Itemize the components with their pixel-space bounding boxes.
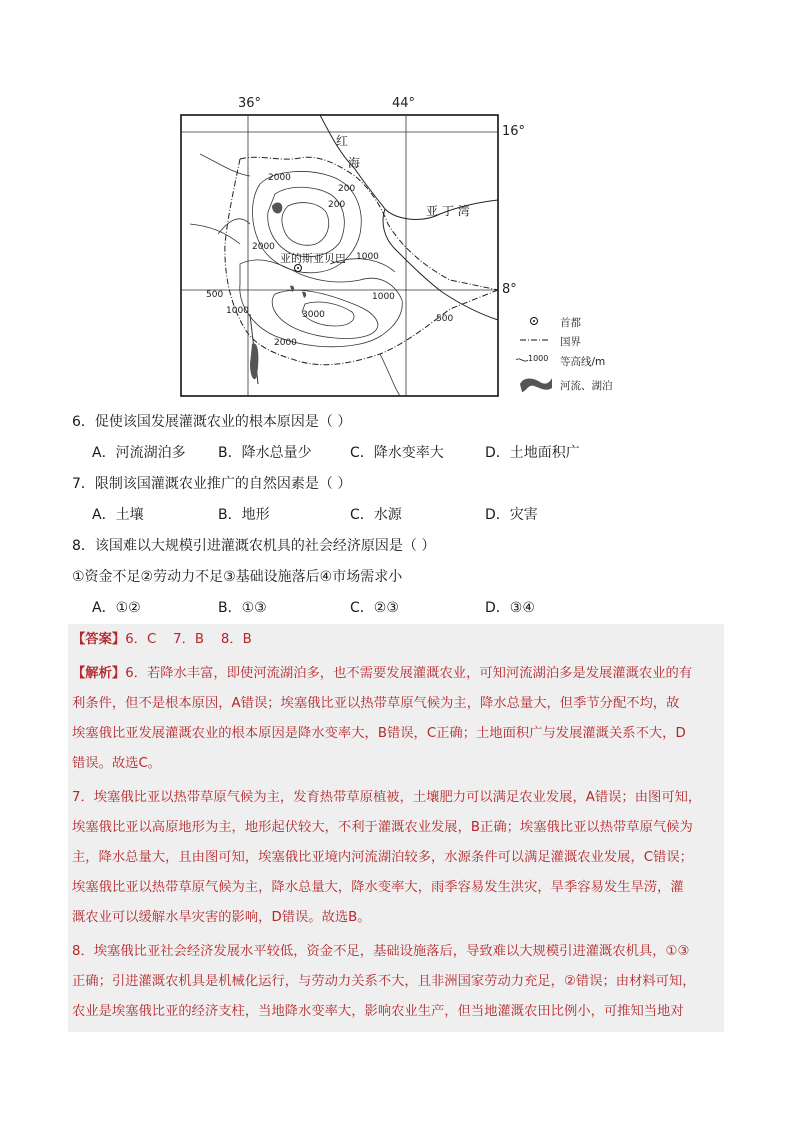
- contour-label: 1000: [226, 306, 249, 316]
- analysis-line: 错误。故选C。: [72, 756, 162, 771]
- map-figure: [170, 92, 630, 402]
- latitude-label-16: 16°: [502, 124, 526, 139]
- longitude-label-44: 44°: [392, 96, 416, 111]
- capital-label: 亚的斯亚贝巴: [280, 252, 346, 265]
- analysis-line: 埃塞俄比亚以高原地形为主，地形起伏较大，不利于灌溉农业发展，B正确；埃塞俄比亚以热带草原气候为: [72, 820, 693, 835]
- analysis-line: 埃塞俄比亚发展灌溉农业的根本原因是降水变率大，B错误，C正确；土地面积广与发展灌溉关系不大，D: [72, 726, 686, 741]
- contour-label: 2000: [274, 338, 297, 348]
- analysis-line: 农业是埃塞俄比亚的经济支柱，当地降水变率大，影响农业生产，但当地灌溉农田比例小，可推知当地对: [72, 1004, 684, 1019]
- contour-label: 1000: [372, 292, 395, 302]
- analysis-line: 主，降水总量大，且由图可知，埃塞俄比亚境内河流湖泊较多，水源条件可以满足灌溉农业发展，C错误；: [72, 850, 693, 865]
- option-c: C．降水变率大: [350, 445, 444, 461]
- answer-line: [72, 630, 724, 650]
- analysis-line: 溉农业可以缓解水旱灾害的影响，D错误。故选B。: [72, 910, 371, 925]
- option-a: A．河流湖泊多: [92, 445, 186, 461]
- legend-capital-label: 首都: [560, 317, 581, 329]
- analysis-line: 7．埃塞俄比亚以热带草原气候为主，发育热带草原植被，土壤肥力可以满足农业发展，A错误；由图可知，: [72, 790, 702, 805]
- analysis-line: 正确；引进灌溉农机具是机械化运行，与劳动力关系不大，且非洲国家劳动力充足，②错误；由材料可知，: [72, 974, 696, 989]
- legend-river-lake-label: 河流、湖泊: [560, 380, 613, 392]
- red-sea-label-1: 红: [336, 134, 349, 148]
- option-b: B．①③: [218, 600, 267, 616]
- option-a: A．①②: [92, 600, 141, 616]
- answer-text: 6．C 7．B 8．B: [125, 632, 252, 647]
- analysis-line: 8．埃塞俄比亚社会经济发展水平较低，资金不足，基础设施落后，导致难以大规模引进灌溉农机具，①③: [72, 944, 690, 959]
- option-d: D．灾害: [485, 507, 538, 523]
- question-statements: ①资金不足②劳动力不足③基础设施落后④市场需求小: [72, 569, 403, 585]
- option-d: D．③④: [485, 600, 535, 616]
- option-b: B．地形: [218, 507, 270, 523]
- legend-contour-label: 等高线/m: [560, 356, 606, 368]
- analysis-line: [72, 664, 724, 684]
- capital-symbol-icon: [531, 318, 538, 325]
- gulf-of-aden-label: 亚 丁 湾: [426, 204, 470, 218]
- question-stem: 6．促使该国发展灌溉农业的根本原因是（ ）: [72, 414, 352, 430]
- option-a: A．土壤: [92, 507, 144, 523]
- contour-label: 1000: [356, 252, 379, 262]
- analysis-label: 【解析】: [72, 666, 126, 681]
- analysis-line: 利条件，但不是根本原因，A错误；埃塞俄比亚以热带草原气候为主，降水总量大，但季节分配不均，故: [72, 696, 680, 711]
- contour-label: 3000: [302, 310, 325, 320]
- question-stem: 8．该国难以大规模引进灌溉农机具的社会经济原因是（ ）: [72, 538, 436, 554]
- contour-label: 500: [436, 314, 454, 324]
- analysis-text: 6．若降水丰富，即使河流湖泊多，也不需要发展灌溉农业，可知河流湖泊多是发展灌溉农业的有: [125, 666, 693, 681]
- longitude-label-36: 36°: [238, 96, 262, 111]
- contour-label: 2000: [252, 242, 275, 252]
- analysis-line: 埃塞俄比亚以热带草原气候为主，降水总量大，降水变率大，雨季容易发生洪灾，旱季容易发生旱涝，灌: [72, 880, 684, 895]
- question-stem: 7．限制该国灌溉农业推广的自然因素是（ ）: [72, 476, 352, 492]
- contour-label: 200: [328, 200, 346, 210]
- answer-label: 【答案】: [72, 632, 126, 647]
- contour-label: 500: [206, 290, 224, 300]
- option-d: D．土地面积广: [485, 445, 580, 461]
- red-sea-label-2: 海: [348, 156, 361, 170]
- latitude-label-8: 8°: [502, 282, 517, 297]
- contour-label: 2000: [268, 173, 291, 183]
- river-lake-icon: [520, 378, 552, 392]
- contour-label: 200: [338, 184, 356, 194]
- legend-border-label: 国界: [560, 336, 581, 348]
- option-b: B．降水总量少: [218, 445, 312, 461]
- option-c: C．水源: [350, 507, 402, 523]
- contour-line-icon: [516, 359, 528, 361]
- legend-contour-sample: 1000: [528, 354, 549, 363]
- map-legend: [514, 312, 630, 398]
- option-c: C．②③: [350, 600, 399, 616]
